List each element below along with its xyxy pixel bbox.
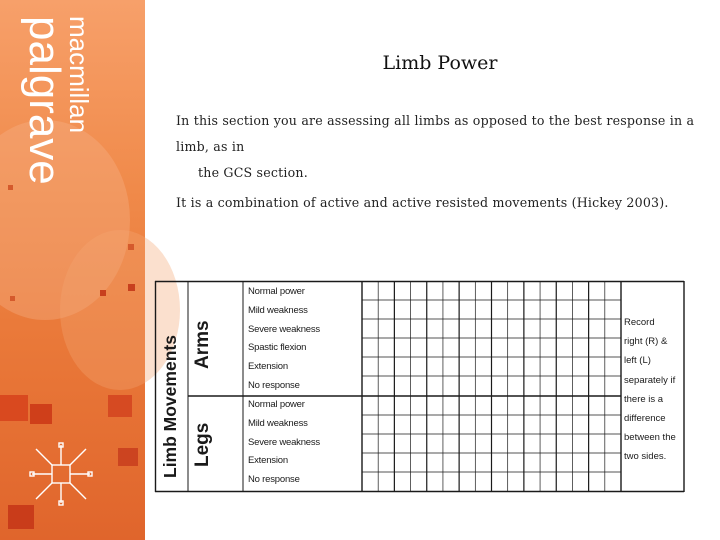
decor-square (8, 185, 13, 190)
starburst-emblem-icon (30, 443, 92, 505)
note-line: Record (624, 317, 655, 328)
decor-square (10, 296, 15, 301)
decor-square (128, 244, 134, 250)
decor-square (0, 395, 28, 421)
decor-square (100, 290, 106, 296)
row-label: Extension (248, 455, 288, 467)
decor-square (118, 448, 138, 466)
row-label: Normal power (248, 286, 305, 297)
row-label: Extension (248, 361, 288, 373)
intro-line-1: In this section you are assessing all limbs as opposed to the best response in a limb, as in (176, 113, 695, 154)
note-line: two sides. (624, 451, 667, 463)
decor-square (128, 284, 135, 291)
row-label: Severe weakness (248, 436, 320, 448)
record-note (624, 313, 686, 467)
limb-movements-table (155, 281, 685, 492)
note-line: right (R) & (624, 336, 668, 348)
row-label: Mild weakness (248, 304, 308, 316)
decor-square (30, 404, 52, 424)
palgrave-macmillan-logo (20, 16, 98, 193)
note-line: there is a (624, 393, 664, 405)
row-label: No response (248, 380, 300, 391)
decor-square (8, 505, 34, 529)
arms-label: Arms (192, 320, 213, 369)
row-label: No response (248, 474, 300, 486)
row-label: Mild weakness (248, 417, 308, 429)
note-line: difference (624, 413, 666, 425)
intro-line-2: the GCS section. (198, 165, 308, 180)
legs-label: Legs (192, 422, 213, 467)
row-label: Severe weakness (248, 323, 320, 335)
logo-macmillan: macmillan (64, 16, 94, 134)
brand-strip (0, 0, 145, 540)
row-label: Spastic flexion (248, 342, 307, 354)
note-line: between the (624, 432, 676, 444)
slide-title: Limb Power (382, 52, 498, 74)
table-grid (155, 281, 685, 492)
second-paragraph: It is a combination of active and active resisted movements (Hickey 2003). (176, 195, 669, 210)
decor-square (108, 395, 132, 417)
note-line: left (L) (624, 355, 651, 367)
row-label: Normal power (248, 399, 305, 410)
limb-movements-label: Limb Movements (160, 335, 180, 478)
note-line: separately if (624, 374, 676, 386)
intro-paragraph (176, 108, 696, 186)
logo-palgrave: palgrave (20, 16, 69, 185)
